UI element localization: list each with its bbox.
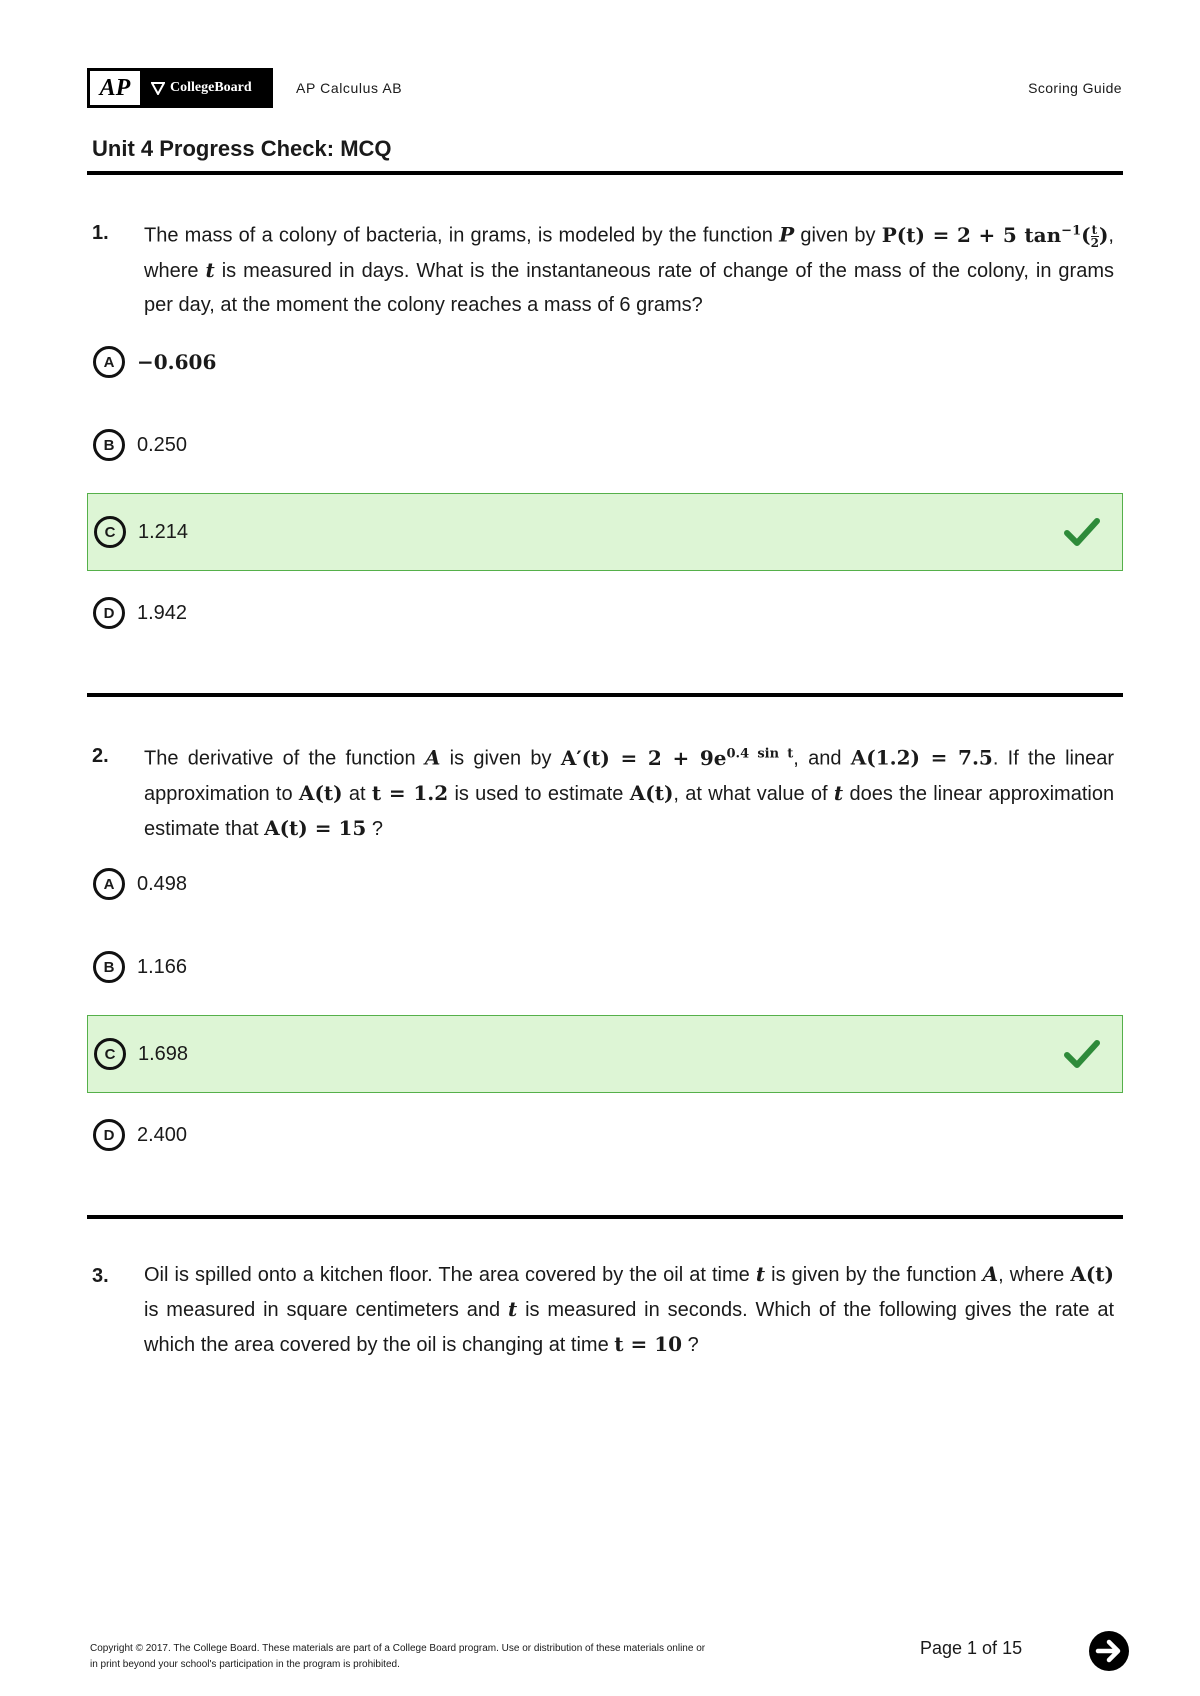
unit-title: Unit 4 Progress Check: MCQ (92, 136, 392, 161)
course-name: AP Calculus AB (296, 80, 403, 96)
choice-text: 2.400 (137, 1123, 188, 1146)
question-1-choice-a[interactable] (87, 323, 1123, 401)
correct-check-icon (1064, 516, 1100, 548)
question-2-text: The derivative of the function A is given by $A'(t) = 2 + 9e^{0.4 sin t}$, and A(1.2) = 7.5. If the linear approximation to A(t) at t = 1.2 is used to estimate A(t), at what value of t does the linear approximation estimate that A(t) = 15 ? (144, 745, 1115, 840)
question-2-choice-b[interactable] (87, 928, 1123, 1006)
question-1-number: 1. (92, 222, 109, 244)
choice-text: 1.166 (137, 955, 188, 978)
page-number: Page 1 of 15 (920, 1638, 1023, 1658)
choice-letter: C (94, 1038, 126, 1070)
correct-check-icon (1064, 1038, 1100, 1070)
document-type: Scoring Guide (1028, 80, 1122, 96)
choice-text: 0.250 (137, 433, 188, 456)
choice-text: 0.498 (137, 872, 188, 895)
college-board-text: CollegeBoard (170, 80, 252, 95)
question-1-choice-b[interactable] (87, 406, 1123, 484)
question-divider (87, 693, 1123, 697)
choice-letter: B (93, 951, 125, 983)
question-2-number: 2. (92, 745, 109, 767)
question-2-choice-c[interactable] (87, 1015, 1123, 1093)
choice-text: 1.698 (138, 1042, 189, 1065)
question-1-choice-c[interactable] (87, 493, 1123, 571)
college-board-wordmark (143, 68, 273, 108)
choice-text: 1.942 (137, 601, 188, 624)
question-3-text: Oil is spilled onto a kitchen floor. The area covered by the oil at time t is given by the function A, where A(t) is measured in square centimeters and t is measured in seconds. Which of the following gives the rate at which the area covered by the oil is changing at time t = 10 ? (144, 1262, 1115, 1356)
ap-logo-mark: AP (90, 71, 140, 105)
choice-text: 1.214 (138, 520, 189, 543)
acorn-shield-icon (151, 81, 165, 95)
choice-letter: A (93, 868, 125, 900)
question-2-choice-a[interactable] (87, 845, 1123, 923)
choice-letter: B (93, 429, 125, 461)
question-1-text: The mass of a colony of bacteria, in grams, is modeled by the function P given by P(t) = 2 + 5 $\tan^{-1}$( $\frac{t}{2}$ ), where t is measured in days. What is the instantaneous rate of change of the mass of the colony, in grams per day, at the moment the colony reaches a mass of 6 grams? (144, 222, 1114, 316)
question-1-choice-d[interactable] (87, 574, 1123, 652)
copyright-notice: Copyright © 2017. The College Board. These materials are part of a College Board program. Use or distribution of these materials online or in print beyond your school's participation in the program is prohibited. (90, 1643, 706, 1670)
choice-letter: D (93, 1119, 125, 1151)
header-divider (87, 171, 1123, 175)
question-3-number: 3. (92, 1265, 109, 1287)
next-page-arrow-icon[interactable] (1088, 1630, 1130, 1672)
question-divider (87, 1215, 1123, 1219)
choice-letter: D (93, 597, 125, 629)
ap-college-board-logo (87, 68, 273, 108)
choice-text: −0.606 (137, 350, 217, 374)
choice-letter: C (94, 516, 126, 548)
choice-letter: A (93, 346, 125, 378)
question-2-choice-d[interactable] (87, 1096, 1123, 1174)
